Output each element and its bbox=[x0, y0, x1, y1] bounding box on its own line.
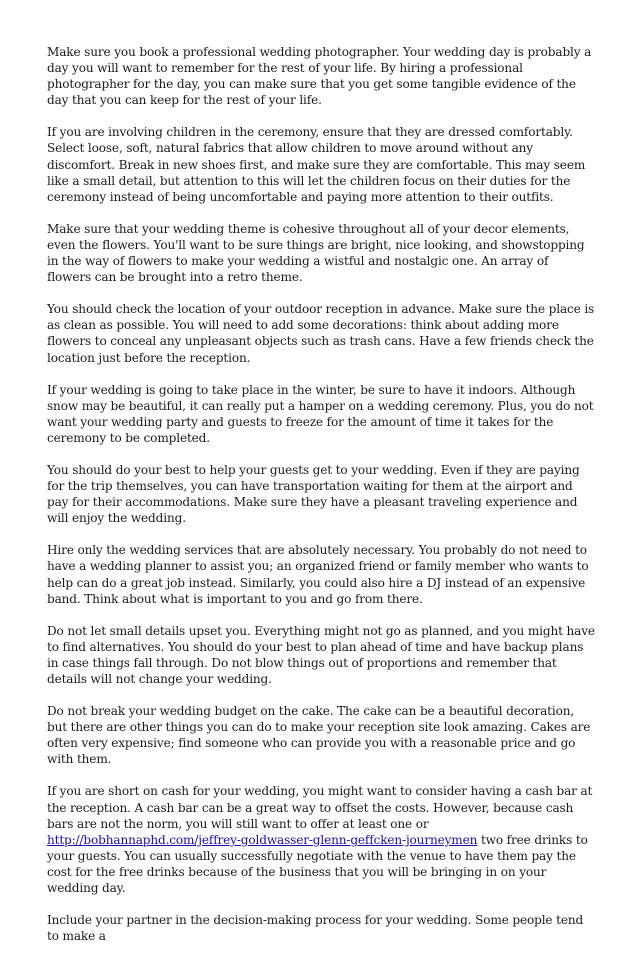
paragraph-cash-bar-text-before: If you are short on cash for your wedding, you might want to consider having a cash bar at the reception. A cash bar can be a great way to offset the costs. However, because cash bars are not the norm, you will still want to offer at least one or bbox=[47, 784, 593, 831]
document-body bbox=[47, 44, 595, 960]
bobhannaphd-link[interactable]: http://bobhannaphd.com/jeffrey-goldwasser-glenn-geffcken-journeymen bbox=[47, 832, 478, 847]
paragraph-children: If you are involving children in the ceremony, ensure that they are dressed comfortably. Select loose, soft, natural fabrics that allow children to move around without any discomfort. Break in new shoes first, and make sure they are comfortable. This may seem like a small detail, but attention to this will let the children focus on their duties for the ceremony instead of being uncomfortable and paying more attention to their outfits. bbox=[47, 125, 586, 204]
paragraph-photographer: Make sure you book a professional wedding photographer. Your wedding day is probably a day you will want to remember for the rest of your life. By hiring a professional photographer for the day, you can make sure that you get some tangible evidence of the day that you can keep for the rest of your life. bbox=[47, 45, 592, 108]
paragraph-outdoor-reception: You should check the location of your outdoor reception in advance. Make sure the place is as clean as possible. You will need to add some decorations: think about adding more flowers to conceal any unpleasant objects such as trash cans. Have a few friends check the location just before the reception. bbox=[47, 302, 595, 365]
paragraph-winter: If your wedding is going to take place in the winter, be sure to have it indoors. Although snow may be beautiful, it can really put a hamper on a wedding ceremony. Plus, you do not want your wedding party and guests to freeze for the amount of time it takes for the ceremony to be completed. bbox=[47, 382, 594, 445]
paragraph-guests: You should do your best to help your guests get to your wedding. Even if they are paying for the trip themselves, you can have transportation waiting for them at the airport and pay for their accommodations. Make sure they have a pleasant traveling experience and will enjoy the wedding. bbox=[47, 462, 580, 526]
paragraph-services: Hire only the wedding services that are absolutely necessary. You probably do not need to have a wedding planner to assist you; an organized friend or family member who wants to help can do a great job instead. Similarly, you could also hire a DJ instead of an expensive band. Think about what is important to you and go from there. bbox=[47, 543, 589, 606]
paragraph-theme: Make sure that your wedding theme is cohesive throughout all of your decor elements, even the flowers. You'll want to be sure things are bright, nice looking, and showstopping in the way of flowers to make your wedding a wistful and nostalgic one. An array of flowers can be brought into a retro theme. bbox=[47, 221, 585, 285]
paragraph-cash-bar bbox=[47, 783, 595, 896]
paragraph-details: Do not let small details upset you. Everything might not go as planned, and you might have to find alternatives. You should do your best to plan ahead of time and have backup plans in case things fall through. Do not blow things out of proportions and remember that details will not change your wedding. bbox=[47, 623, 595, 686]
paragraph-cake: Do not break your wedding budget on the cake. The cake can be a beautiful decoration, but there are other things you can do to make your reception site look amazing. Cakes are often very expensive; find someone who can provide you with a reasonable price and go with them. bbox=[47, 704, 591, 767]
paragraph-cash-bar-text-after: two free drinks to your guests. You can usually successfully negotiate with the venue to have them pay the cost for the free drinks because of the business that you will be bringing in on your wedding day. bbox=[47, 832, 588, 896]
paragraph-partner: Include your partner in the decision-making process for your wedding. Some people tend to make a bbox=[47, 913, 584, 944]
